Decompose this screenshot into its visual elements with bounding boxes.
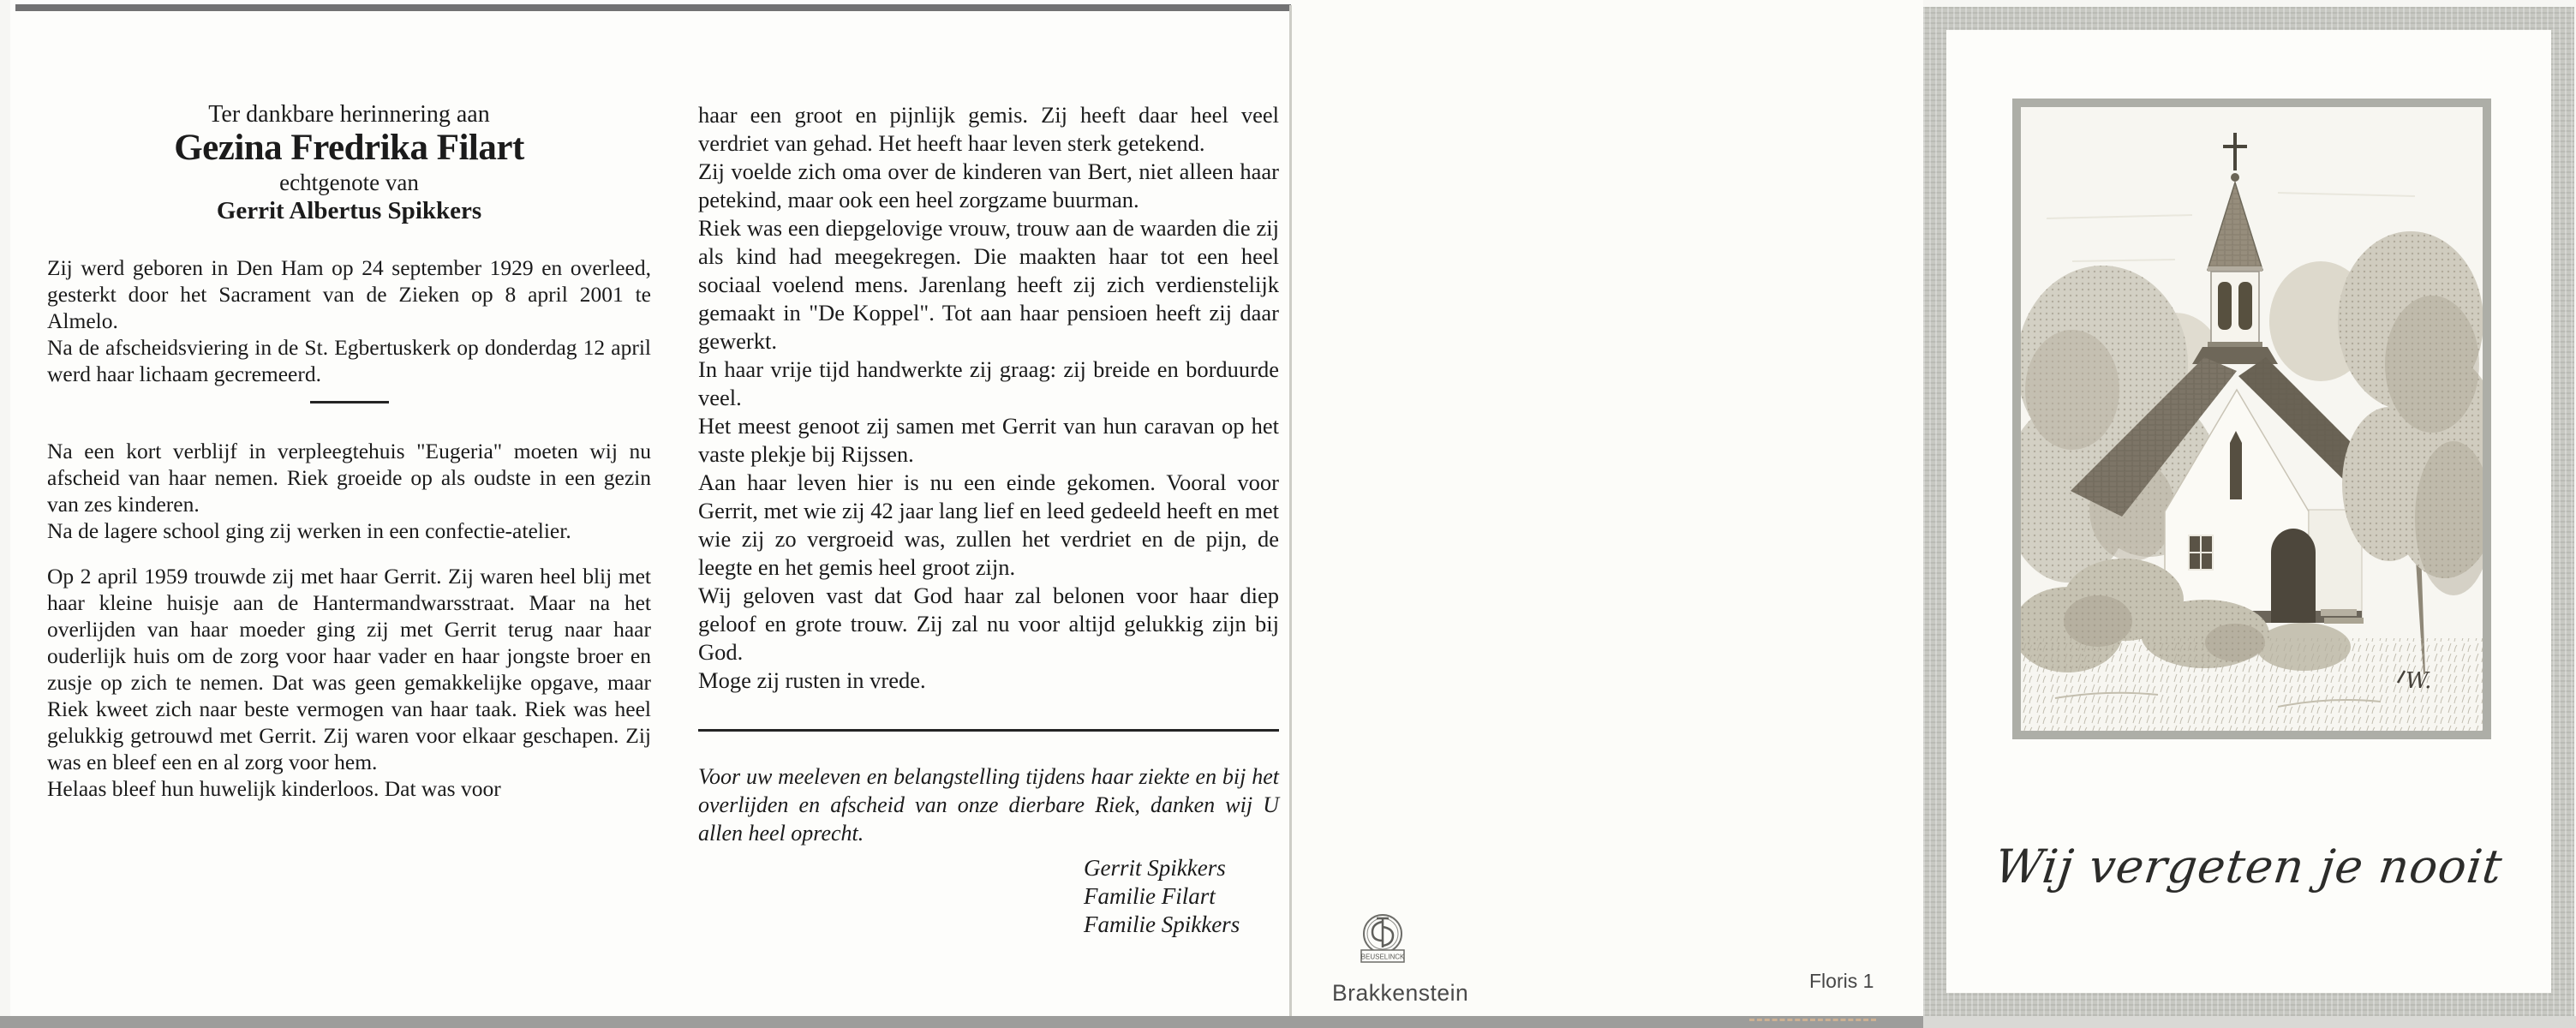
publisher-logo-text: BEUSELINCK: [1360, 953, 1405, 961]
cover-motto: Wij vergeten je nooit: [1992, 840, 2506, 894]
paragraph: Helaas bleef hun huwelijk kinderloos. Dat was voor: [47, 776, 501, 801]
paragraph: Zij werd geboren in Den Ham op 24 september 1929 en overleed, gesterkt door het Sacrament van de Zieken op 8 april 2001 te Almelo.: [47, 255, 651, 333]
memorial-intro: Ter dankbare herinnering aan: [208, 101, 490, 128]
paragraph: Moge zij rusten in vrede.: [698, 667, 926, 693]
paragraph: Op 2 april 1959 trouwde zij met haar Gerrit. Zij waren heel blij met haar kleine huisje aan de Hantermandwarsstraat. Maar na het overlijden van haar moeder ging zij met Gerrit terug naar haar ouderlijk huis om de zorg voor haar vader en haar jongste broer en zusje op zich te nemen. Dat was geen gemakkelijke opgave, maar Riek kweet zich naar beste vermogen van haar taak. Riek was heel gelukkig getrouwd met Gerrit. Zij waren voor elkaar geschapen. Zij was en bleef een en al zorg voor hem.: [47, 564, 651, 774]
front-cover: [1923, 7, 2574, 1016]
publisher-mark: [1324, 910, 1469, 1007]
back-cover-page: [1291, 0, 1923, 1028]
paragraph: In haar vrije tijd handwerkte zij graag: zij breide en borduurde veel.: [698, 356, 1279, 410]
print-code: Floris 1: [1809, 970, 1874, 992]
church-illustration: [2021, 107, 2483, 731]
paragraph: Riek was een diepgelovige vrouw, trouw aan de waarden die zij als kind had meegekregen. Die maakten haar tot een heel sociaal voelend mens. Jarenlang heeft zij zich verdienstelijk gemaakt in "De Koppel". Tot aan haar pensioen heeft zij daar gewerkt.: [698, 215, 1279, 354]
publisher-name: Brakkenstein: [1332, 980, 1469, 1006]
artist-monogram: W.: [2406, 668, 2432, 694]
separator-rule: [698, 729, 1279, 732]
acknowledgement: Voor uw meeleven en belangstelling tijdens haar ziekte en bij het overlijden en afscheid van onze dierbare Riek, danken wij U allen heel oprecht.: [698, 764, 1279, 846]
spouse-name: Gerrit Albertus Spikkers: [216, 197, 482, 224]
cover-frame: [2012, 99, 2491, 739]
cover-mat: [1946, 30, 2551, 993]
paragraph: Het meest genoot zij samen met Gerrit van hun caravan op het vaste plekje bij Rijssen.: [698, 413, 1279, 467]
paragraph: Na een kort verblijf in verpleegtehuis "Eugeria" moeten wij nu afscheid van haar nemen. Riek groeide op als oudste in een gezin van zes kinderen.: [47, 439, 651, 517]
paragraph: Wij geloven vast dat God haar zal belonen voor haar diep geloof en grote trouw. Zij zal nu voor altijd gelukkig zijn bij God.: [698, 583, 1279, 665]
paragraph: Zij voelde zich oma over de kinderen van Bert, niet alleen haar petekind, maar ook een heel zorgzame buurman.: [698, 158, 1279, 212]
scan-bottom-edge: [0, 1016, 1923, 1028]
signature: Gerrit Spikkers: [1084, 855, 1226, 881]
signature: Familie Spikkers: [1084, 911, 1240, 937]
publisher-logo-icon: [1349, 910, 1416, 978]
separator: [310, 401, 389, 403]
perforation-marks: [1749, 1019, 1876, 1021]
signature: Familie Filart: [1084, 883, 1216, 909]
paragraph: Na de lagere school ging zij werken in een confectie-atelier.: [47, 518, 571, 543]
signature-block: [698, 854, 1279, 939]
right-text-column: [698, 101, 1279, 939]
deceased-name: Gezina Fredrika Filart: [174, 128, 524, 168]
scan-bottom-edge-light: [1923, 1016, 2576, 1028]
scan-top-edge: [15, 4, 1291, 11]
paragraph: Aan haar leven hier is nu een einde gekomen. Vooral voor Gerrit, met wie zij 42 jaar lang lief en leed gedeeld heeft en met wie zij zo vergroeid was, zullen het verdriet en de pijn, de leegte en het gemis heel groot zijn.: [698, 469, 1279, 580]
left-text-column: [47, 101, 651, 802]
paragraph: Na de afscheidsviering in de St. Egbertuskerk op donderdag 12 april werd haar lichaam gecremeerd.: [47, 335, 651, 386]
paragraph: haar een groot en pijnlijk gemis. Zij heeft daar heel veel verdriet van gehad. Het heeft haar leven sterk getekend.: [698, 102, 1279, 156]
page-fold-line: [1289, 5, 1292, 1021]
scan-left-edge: [0, 0, 10, 1028]
relation-line: echtgenote van: [279, 170, 419, 195]
